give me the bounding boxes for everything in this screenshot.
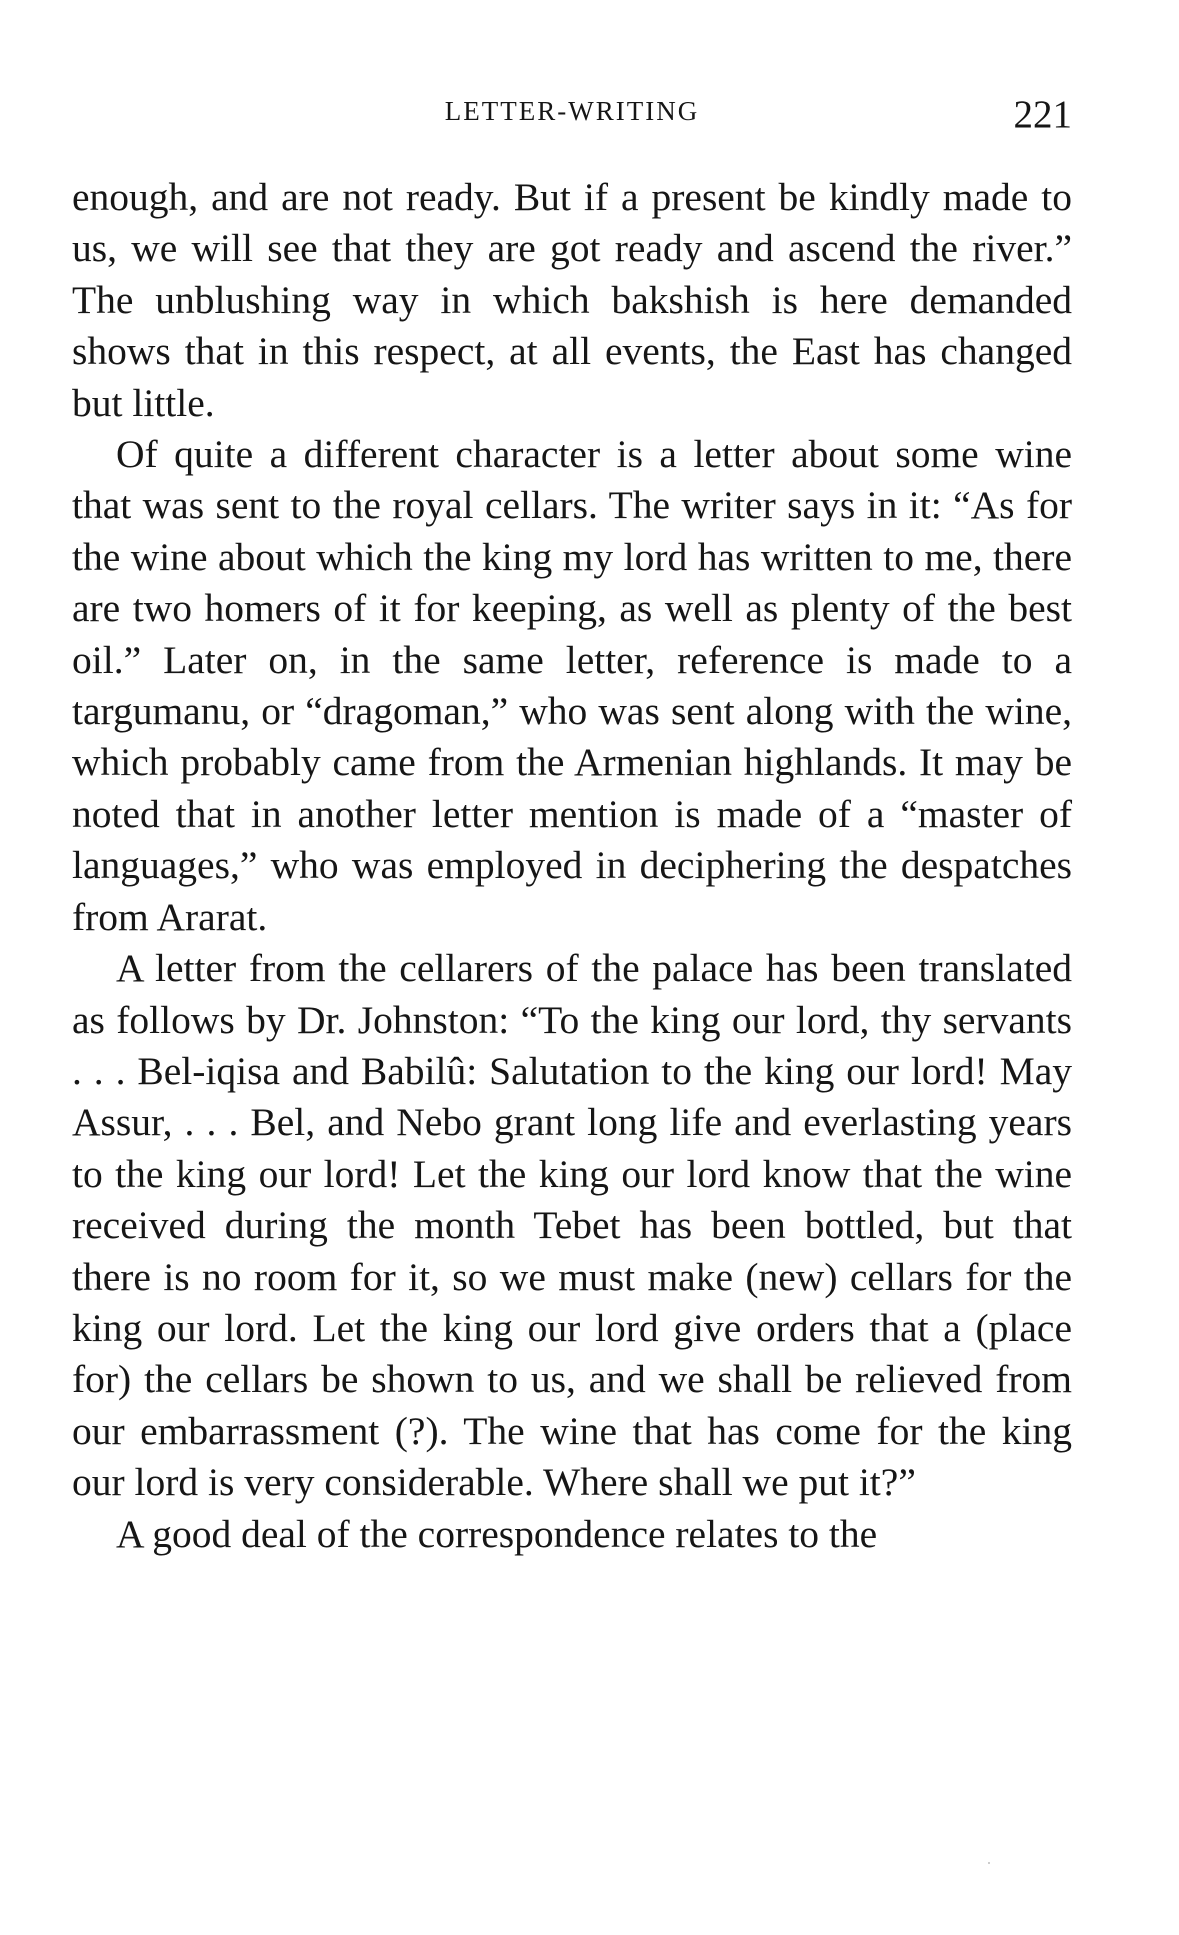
body-text <box>72 172 1072 1560</box>
running-head: LETTER-WRITING <box>444 96 700 126</box>
paragraph-correspondence: A good deal of the correspondence relates to the <box>116 1511 878 1556</box>
paragraph-wine-letter: Of quite a different character is a letter about some wine that was sent to the royal cellars. The writer says in it: “As for the wine about which the king my lord has written to me, there are two homers of it for keeping, as well as plenty of the best oil.” Later on, in the same letter, reference is made to a targumanu, or “dragoman,” who was sent along with the wine, which probably came from the Armenian highlands. It may be noted that in another letter mention is made of a “master of languages,” who was employed in deciphering the despatches from Ararat. <box>72 432 1072 939</box>
paragraph-cellarers-letter: A letter from the cellarers of the palace has been translated as follows by Dr. Johnston: “To the king our lord, thy servants . . . Bel-iqisa and Babilû: Salutation to the king our lord! May Assur, . . . Bel, and Nebo grant long life and everlasting years to the king our lord! Let the king our lord know that the wine received during the month Tebet has been bottled, but that there is no room for it, so we must make (new) cellars for the king our lord. Let the king our lord give orders that a (place for) the cellars be shown to us, and we shall be relieved from our embarrassment (?). The wine that has come for the king our lord is very considerable. Where shall we put it?” <box>72 946 1072 1505</box>
page-header <box>72 92 1072 142</box>
paper-speck <box>988 1862 990 1864</box>
page-number: 221 <box>1013 93 1072 136</box>
paragraph-continued: enough, and are not ready. But if a present be kindly made to us, we will see that they are got ready and ascend the river.” The unblushing way in which bakshish is here demanded shows that in this respect, at all events, the East has changed but little. <box>72 175 1072 425</box>
